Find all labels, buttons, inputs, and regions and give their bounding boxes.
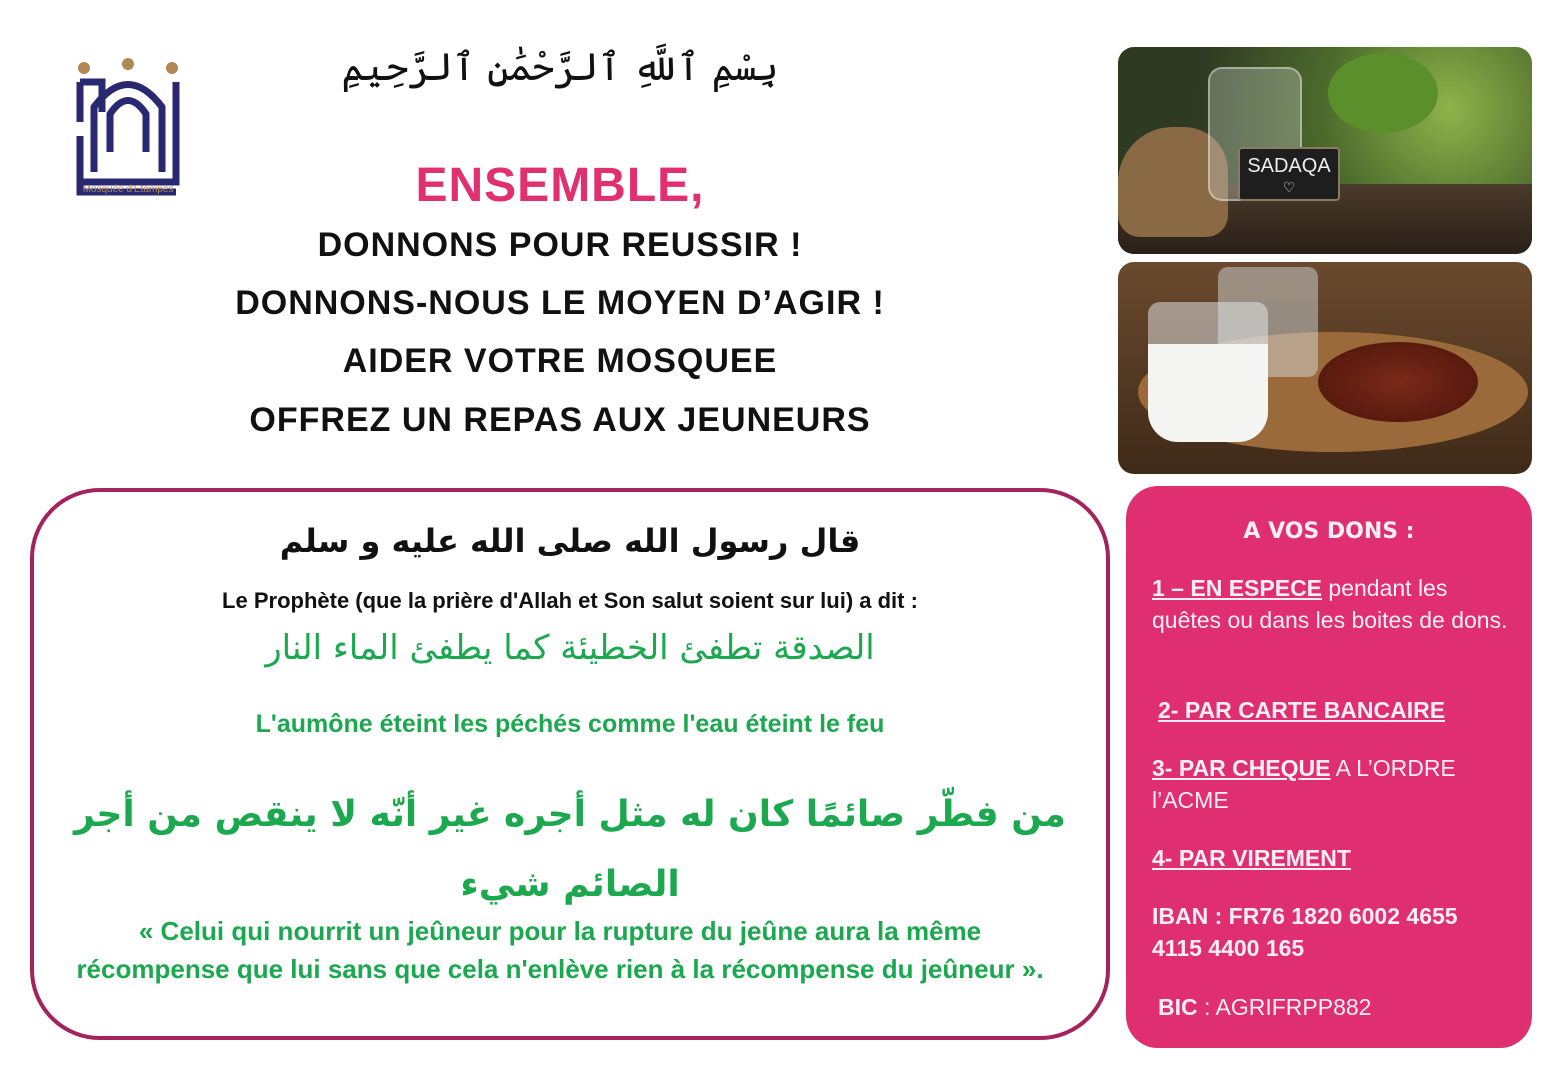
- headline-ensemble: ENSEMBLE,: [415, 159, 705, 212]
- hadith-2-french: « Celui qui nourrit un jeûneur pour la rupture du jeûne aura la même récompense que lui sans que cela n'enlève rien à la récompense du jeûneur ».: [76, 916, 1044, 984]
- bic-label: BIC: [1158, 994, 1198, 1020]
- bic-value: : AGRIFRPP882: [1197, 994, 1372, 1020]
- hadith-2-arabic: من فطّر صائمًا كان له مثل أجره غير أنّه لا ينقص من أجر الصائم شيء: [74, 794, 1066, 905]
- prophet-attribution-fr: Le Prophète (que la prière d'Allah et Son salut soient sur lui) a dit :: [222, 588, 918, 613]
- hadith-1-french: L'aumône éteint les péchés comme l'eau éteint le feu: [255, 710, 885, 738]
- headline-line-4: OFFREZ UN REPAS AUX JEUNEURS: [249, 401, 871, 439]
- arabic-attribution: قال رسول الله صلى الله عليه و سلم: [279, 522, 861, 560]
- headline-line-1: DONNONS POUR REUSSIR !: [317, 226, 803, 264]
- donation-card-label: 2- PAR CARTE BANCAIRE: [1158, 697, 1446, 723]
- headline-line-3: AIDER VOTRE MOSQUEE: [342, 342, 778, 380]
- sadaqa-photo: [1118, 47, 1532, 254]
- headline-line-2: DONNONS-NOUS LE MOYEN D’AGIR !: [235, 284, 885, 322]
- donation-cheque-label: 3- PAR CHEQUE: [1152, 755, 1331, 781]
- donation-cheque-text: A L’ORDRE l’ACME: [1152, 755, 1456, 813]
- basmala: بِسْمِ ٱللَّهِ ٱلرَّحْمَٰنِ ٱلرَّحِيمِ: [341, 45, 779, 89]
- dates-milk-photo: [1118, 262, 1532, 474]
- sadaqa-sign-text: SADAQA: [1247, 155, 1331, 177]
- logo-caption: Mosquée d'Etampes: [82, 184, 174, 195]
- donation-cash-text: pendant les quêtes ou dans les boites de dons.: [1152, 575, 1508, 633]
- donation-cash: [1152, 572, 1522, 636]
- donation-transfer-label: 4- PAR VIREMENT: [1152, 845, 1351, 871]
- heart-icon: ♡: [1282, 179, 1296, 195]
- donation-cash-label: 1 – EN ESPECE: [1152, 575, 1323, 601]
- donations-panel: [1126, 486, 1532, 1048]
- bic: [1158, 991, 1528, 1023]
- donation-cheque: [1152, 752, 1522, 816]
- donation-transfer: [1152, 842, 1522, 874]
- sadaqa-sign: [1238, 147, 1340, 201]
- hadith-1-arabic: الصدقة تطفئ الخطيئة كما يطفئ الماء النار: [265, 628, 875, 668]
- donations-title: A VOS DONS :: [1243, 519, 1415, 544]
- iban: IBAN : FR76 1820 6002 4655 4115 4400 165: [1152, 903, 1458, 961]
- donation-card: [1158, 694, 1528, 726]
